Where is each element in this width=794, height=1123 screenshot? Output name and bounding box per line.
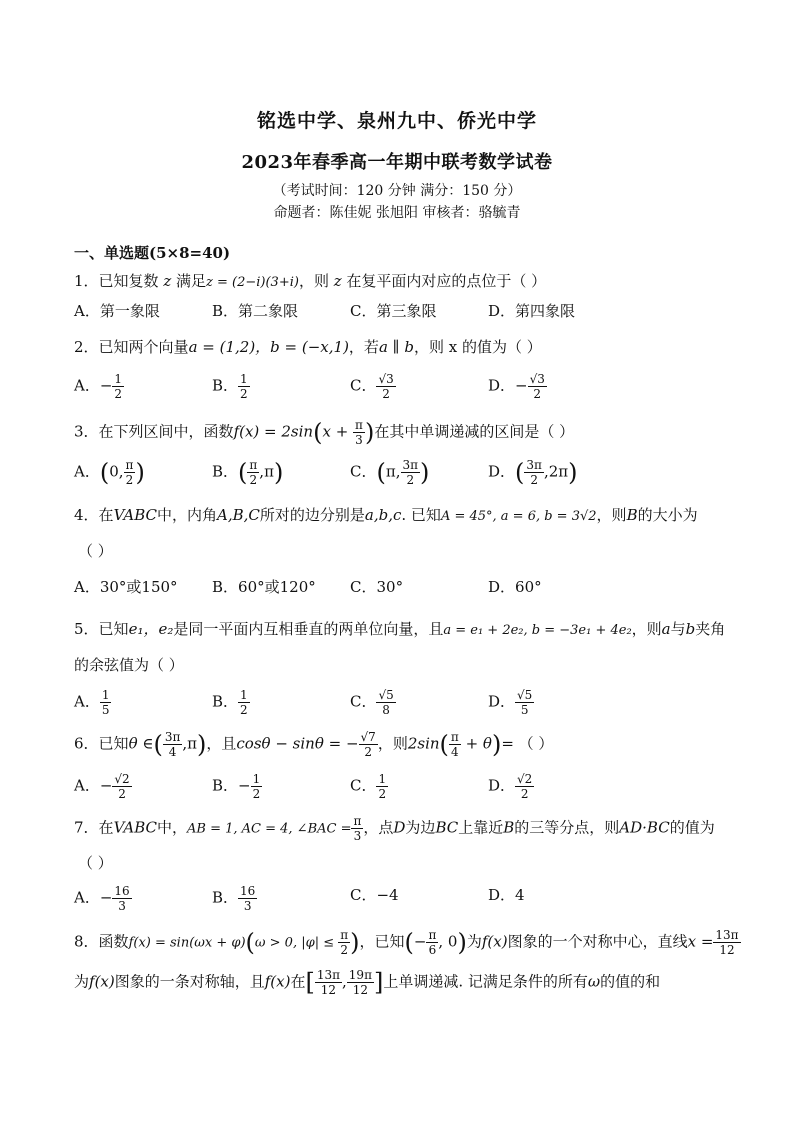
school-names: 铭选中学、泉州九中、侨光中学 xyxy=(256,110,537,132)
q7-option-a: A．− $\frac{16}{3}$ xyxy=(74,884,130,913)
q6-option-c: C． $\frac{1}{2}$ xyxy=(350,772,387,801)
question-7-stem: 7．在VABC中，AB = 1, AC = 4, ∠BAC = $\frac{\pi}{3}$ ，点D为边BC上靠近B的三等分点，则AD·BC的值为 xyxy=(74,814,715,843)
q3-option-b: B．( $\frac{\pi}{2}$ ,π) xyxy=(212,458,284,487)
exam-info: （考试时间：120 分钟 满分：150 分） xyxy=(272,183,522,199)
exam-title: 2023年春季高一年期中联考数学试卷 xyxy=(241,152,553,173)
q5-option-d: D． $\frac{√5}{5}$ xyxy=(488,688,533,717)
question-7-blank: （ ） xyxy=(78,854,113,872)
question-1-stem: 1．已知复数 z 满足z = (2−i)(3+i)，则 z 在复平面内对应的点位于（ ） xyxy=(74,272,547,290)
section-heading: 一、单选题(5×8=40) xyxy=(74,244,231,262)
question-2-stem: 2．已知两个向量a = (1,2)，b = (−x,1)，若a ∥ b，则 x 的值为（ ） xyxy=(74,338,542,356)
q4-option-d: D．60° xyxy=(488,578,542,596)
question-8-cont: 为f(x)图象的一条对称轴，且f(x)在[ $\frac{13\pi}{12}$ , $\frac{19\pi}{12}$ ]上单调递减. 记满足条件的所有ω的值的和 xyxy=(74,968,661,997)
question-6-stem: 6．已知θ ∈( $\frac{3\pi}{4}$ ,π)，且cosθ − sinθ = − $\frac{√7}{2}$ ，则2sin( $\frac{\pi}{4}$ + θ)= （ ） xyxy=(74,730,554,759)
exam-authors: 命题者：陈佳妮 张旭阳 审核者：骆毓青 xyxy=(273,205,521,221)
question-5-stem: 5．已知e₁，e₂是同一平面内互相垂直的两单位向量，且a = e₁ + 2e₂, b = −3e₁ + 4e₂，则a与b夹角 xyxy=(74,620,726,638)
q1-option-d: D．第四象限 xyxy=(488,302,576,320)
q6-option-d: D． $\frac{√2}{2}$ xyxy=(488,772,533,801)
q4-option-c: C．30° xyxy=(350,578,404,596)
q3-option-c: C．(π, $\frac{3\pi}{2}$ ) xyxy=(350,458,430,487)
q3-option-d: D．( $\frac{3\pi}{2}$ ,2π) xyxy=(488,458,578,487)
question-5-cont: 的余弦值为（ ） xyxy=(74,656,184,674)
question-3-stem: 3．在下列区间中，函数f(x) = 2sin(x + $\frac{\pi}{3}$ )在其中单调递减的区间是（ ） xyxy=(74,418,575,447)
q7-option-c: C．−4 xyxy=(350,886,399,904)
q7-option-d: D．4 xyxy=(488,886,525,904)
q2-option-c: C． $\frac{√3}{2}$ xyxy=(350,372,394,401)
q6-option-a: A．− $\frac{√2}{2}$ xyxy=(74,772,130,801)
question-4-stem: 4．在VABC中，内角A,B,C所对的边分别是a,b,c. 已知A = 45°, a = 6, b = 3√2，则B的大小为 xyxy=(74,506,698,524)
q7-option-b: B． $\frac{16}{3}$ xyxy=(212,884,256,913)
q2-option-d: D．− $\frac{√3}{2}$ xyxy=(488,372,545,401)
q1-option-c: C．第三象限 xyxy=(350,302,437,320)
q5-option-b: B． $\frac{1}{2}$ xyxy=(212,688,248,717)
q6-option-b: B．− $\frac{1}{2}$ xyxy=(212,772,261,801)
q1-option-b: B．第二象限 xyxy=(212,302,299,320)
q1-option-a: A．第一象限 xyxy=(74,302,160,320)
q2-option-a: A．− $\frac{1}{2}$ xyxy=(74,372,123,401)
question-8-stem: 8．函数f(x) = sin(ωx + φ)(ω > 0, |φ| ≤ $\frac{\pi}{2}$ )，已知(− $\frac{\pi}{6}$ , 0)为f(x)图象的一个对称中心，直线x = $\frac{13\pi}{12}$ xyxy=(74,928,739,957)
q5-option-c: C． $\frac{√5}{8}$ xyxy=(350,688,394,717)
q4-option-a: A．30°或150° xyxy=(74,578,178,596)
question-4-blank: （ ） xyxy=(78,542,113,560)
q4-option-b: B．60°或120° xyxy=(212,578,316,596)
q2-option-b: B． $\frac{1}{2}$ xyxy=(212,372,248,401)
q5-option-a: A． $\frac{1}{5}$ xyxy=(74,688,110,717)
q3-option-a: A．(0, $\frac{\pi}{2}$ ) xyxy=(74,458,145,487)
